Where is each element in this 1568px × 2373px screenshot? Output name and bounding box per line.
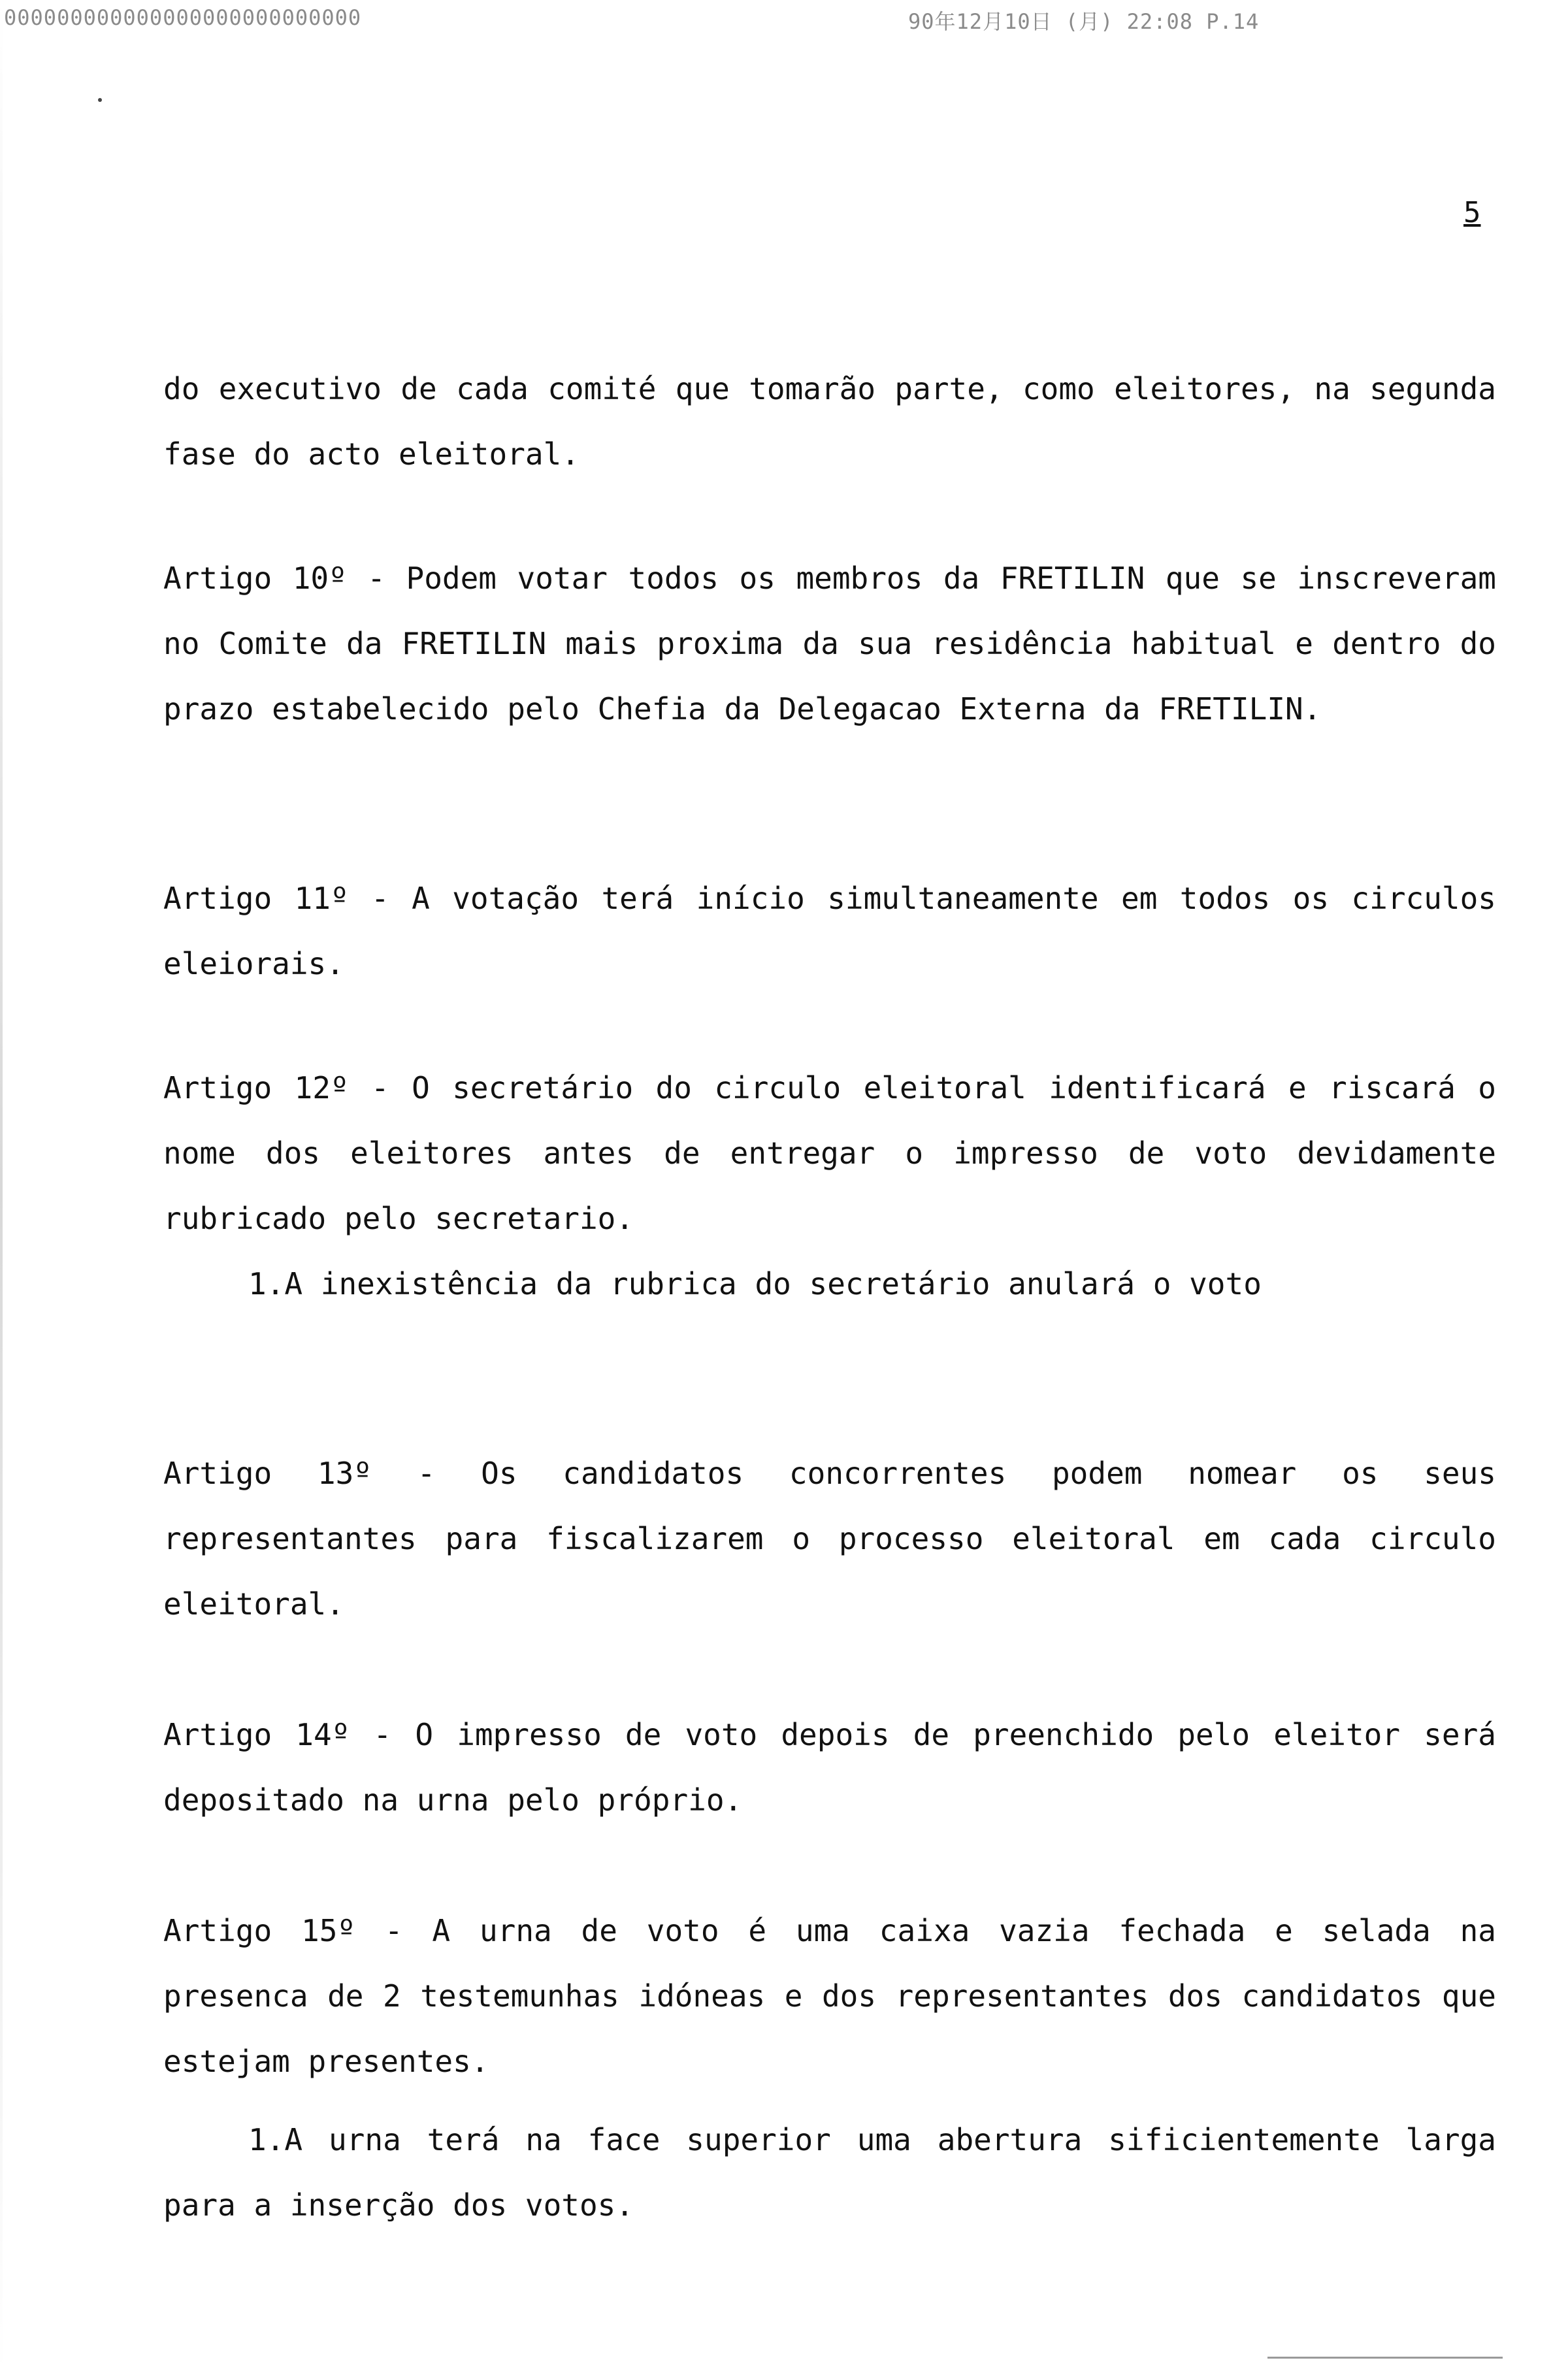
- scan-speck: [98, 98, 102, 102]
- article-12: Artigo 12º - O secretário do circulo eleitoral identificará e riscará o nome dos eleitores antes de entregar o impresso de voto devidamente rubricado pelo secretario.: [163, 1070, 1496, 1236]
- fax-header-left: 000000000000000000000000000: [4, 5, 362, 30]
- paragraph-continuation: do executivo de cada comité que tomarão parte, como eleitores, na segunda fase do acto eleitoral.: [163, 371, 1496, 472]
- article-13: Artigo 13º - Os candidatos concorrentes podem nomear os seus representantes para fiscalizarem o processo eleitoral em cada circulo eleitoral.: [163, 1456, 1496, 1622]
- article-12-clause-1: 1.A inexistência da rubrica do secretário anulará o voto: [248, 1266, 1262, 1301]
- article-15: Artigo 15º - A urna de voto é uma caixa vazia fechada e selada na presenca de 2 testemunhas idóneas e dos representantes dos candidatos que estejam presentes.: [163, 1913, 1496, 2079]
- article-11: Artigo 11º - A votação terá início simultaneamente em todos os circulos eleiorais.: [163, 881, 1496, 981]
- article-10: Artigo 10º - Podem votar todos os membros da FRETILIN que se inscreveram no Comite da FRETILIN mais proxima da sua residência habitual e dentro do prazo estabelecido pelo Chefia da Delegacao Externa da FRETILIN.: [163, 561, 1496, 727]
- scan-edge: [0, 0, 3, 2373]
- bottom-rule: [1267, 2357, 1503, 2359]
- fax-header-timestamp: 90年12月10日 (月) 22:08 P.14: [908, 9, 1260, 34]
- article-15-clause-1: 1.A urna terá na face superior uma abertura sificientemente larga para a inserção dos votos.: [163, 2122, 1496, 2223]
- page-number: 5: [1463, 196, 1481, 229]
- article-14: Artigo 14º - O impresso de voto depois de preenchido pelo eleitor será depositado na urna pelo próprio.: [163, 1717, 1496, 1818]
